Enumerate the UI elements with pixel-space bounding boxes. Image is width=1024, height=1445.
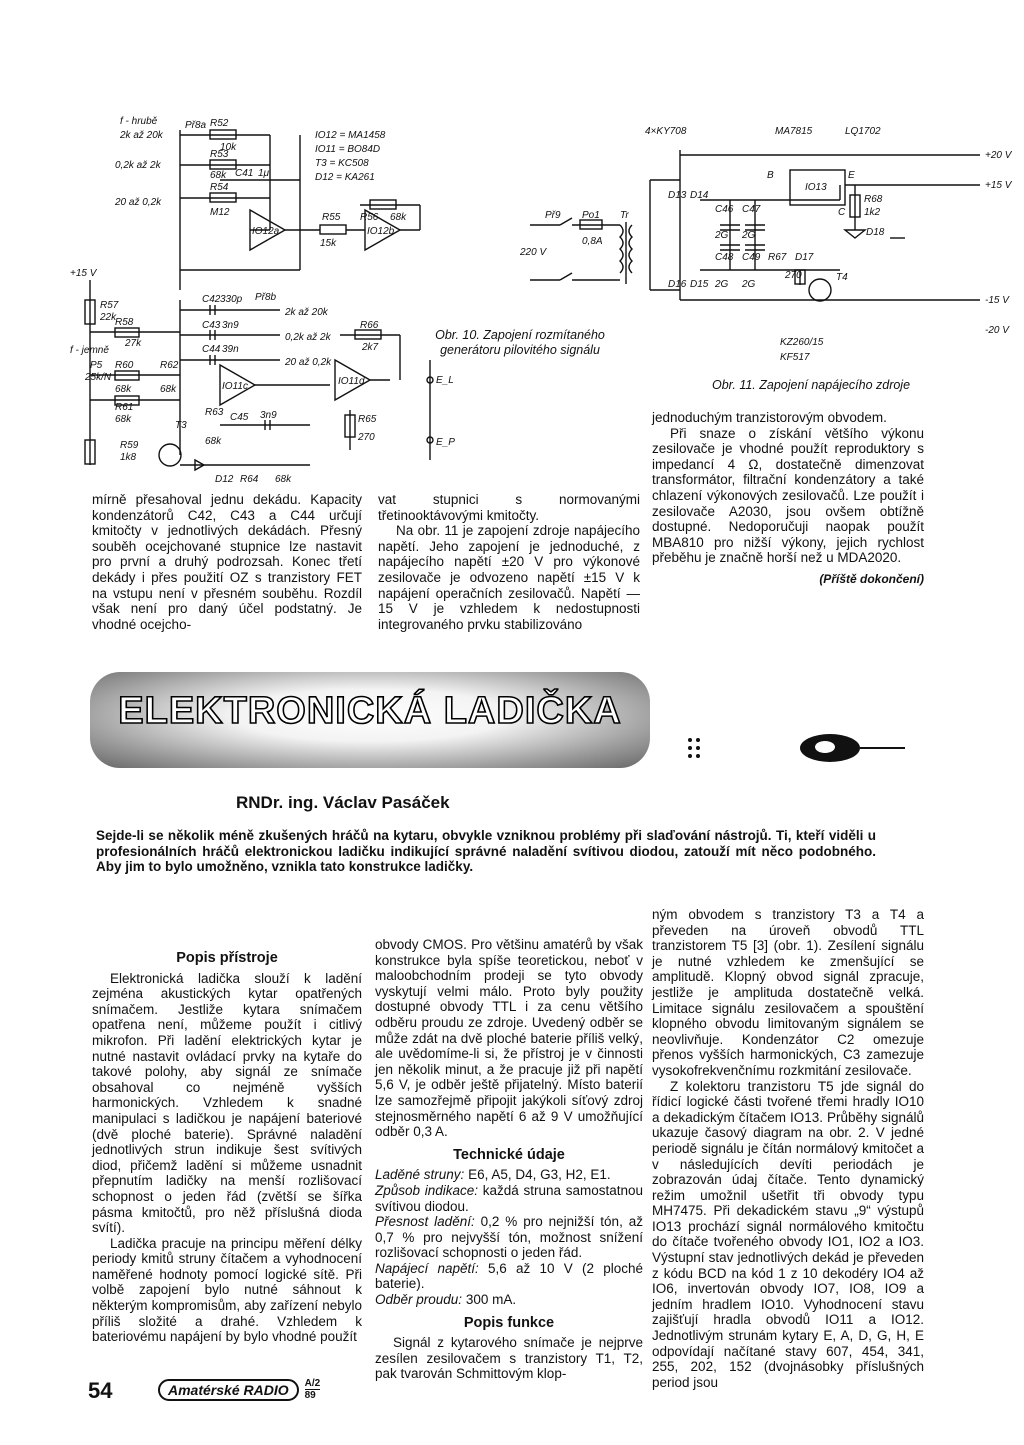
tech-value: 5,6 až 10 V (2 ploché baterie). xyxy=(375,1260,643,1292)
label: B xyxy=(767,170,774,181)
top-column-3 xyxy=(652,410,924,588)
label: R59 xyxy=(120,440,139,451)
tech-key: Odběr proudu: xyxy=(375,1292,463,1308)
label: D16 xyxy=(668,279,687,290)
top-column-1 xyxy=(92,492,362,632)
label: M12 xyxy=(210,207,230,218)
label: R58 xyxy=(115,317,134,328)
label: D18 xyxy=(866,227,885,238)
label: R64 xyxy=(240,474,259,485)
label: 20 až 0,2k xyxy=(115,197,162,208)
section-heading: Popis přístroje xyxy=(176,950,278,966)
figure-caption-10: Obr. 10. Zapojení rozmítaného generátoru pilovitého signálu xyxy=(435,328,605,357)
tech-value: 300 mA. xyxy=(465,1292,517,1308)
label: E_L xyxy=(436,375,454,386)
label: Př8b xyxy=(255,292,277,303)
label: 2k až 20k xyxy=(120,130,163,141)
label: 68k xyxy=(390,212,407,223)
schematic-power-supply xyxy=(640,120,1020,370)
label: 2G xyxy=(742,230,756,241)
label: 0,2k až 2k xyxy=(285,332,331,343)
label: E_P xyxy=(436,437,455,448)
label: +20 V xyxy=(985,150,1012,161)
issue-year: 89 xyxy=(304,1390,316,1401)
label: 220 V xyxy=(520,247,547,258)
technical-data xyxy=(375,1167,643,1307)
label: +15 V xyxy=(70,268,97,279)
tech-row xyxy=(375,1261,643,1292)
label: D17 xyxy=(795,252,814,263)
paragraph: Elektronická ladička slouží k ladění zejména akustických kytar opatřených snímačem. Jestliže kytara snímačem opatřena není, můžeme použít i citlivý mikrofon. Při ladění elektrických kytar je nutné nastavit ovládací prvky na kytaře do takové polohy, aby signál ze snímače obsahoval co nejméně vyšších harmonických. Vzhledem k snadné manipulaci s ladičkou je napájení bateriové (dvě ploché baterie). Správné naladění jednotlivých strun indikuje šest svítivých diod, přičemž ladění si můžeme usnadnit přepnutím ladičky na menší rozlišovací schopnost o jeden řád (zvětší se šířka pásma kmitočtů, pro něž příslušná dioda svítí). xyxy=(92,970,362,1236)
label: R63 xyxy=(205,407,224,418)
label: C44 xyxy=(202,344,221,355)
label: D12 = KA261 xyxy=(315,172,375,183)
label: C49 xyxy=(742,252,761,263)
tech-row xyxy=(375,1167,643,1183)
label: 68k xyxy=(115,414,132,425)
section-heading: Popis funkce xyxy=(463,1314,555,1331)
paragraph: obvody CMOS. Pro většinu amatérů by však konstrukce byla spíše teoretickou, neboť v maloobchodním prodeji se tyto obvody vyskytují velmi málo. Proto byly použity dostupné obvody TTL i za cenu většího odběru proudu ze zdroje. Uvedený odběr se může zdát na dvě ploché baterie příliš velký, ale uvědomíme-li si, že přístroj je v činnosti jen několik minut, a že pracuje již při napětí 5,6 V, je odběr ještě přijatelný. Místo baterií lze samozřejmě připojit jakýkoli síťový zdroj stejnosměrného napětí 6 až 9 V umožňující odběr 0,3 A. xyxy=(375,937,643,1140)
paragraph: Signál z kytarového snímače je nejprve zesílen zesilovačem s tranzistory T1, T2, pak tvarován Schmittovým klop- xyxy=(375,1335,643,1382)
label: T3 = KC508 xyxy=(315,158,369,169)
label: R60 xyxy=(115,360,134,371)
label-f-coarse: f - hrubě xyxy=(120,116,158,127)
paragraph: jednoduchým tranzistorovým obvodem. xyxy=(652,410,887,425)
label: KF517 xyxy=(780,352,810,363)
label: 270 xyxy=(358,432,375,443)
tech-key: Napájecí napětí: xyxy=(375,1260,479,1276)
schematic-mains-input xyxy=(520,210,650,300)
label: D15 xyxy=(690,279,709,290)
figure-caption-11: Obr. 11. Zapojení napájecího zdroje xyxy=(712,378,911,392)
label: IO12b xyxy=(367,226,395,237)
label: IO11 = BO84D xyxy=(315,144,381,155)
label: 68k xyxy=(160,384,177,395)
label: 68k xyxy=(115,384,132,395)
section-heading: Technické údaje xyxy=(453,1146,565,1163)
tech-value: E6, A5, D4, G3, H2, E1. xyxy=(468,1167,611,1183)
page-number: 54 xyxy=(88,1378,113,1403)
label: 2k až 20k xyxy=(285,307,328,318)
tech-value: 0,2 % pro nejnižší tón, až 0,7 % pro nejvyšší tón, možnost snížení rozlišovací schopnosti o jeden řád. xyxy=(375,1214,643,1261)
label: 22k xyxy=(100,312,117,323)
label: R54 xyxy=(210,182,229,193)
label: 25k/N xyxy=(85,372,112,383)
label: f - jemně xyxy=(70,345,109,356)
title-banner xyxy=(90,672,650,768)
paragraph: mírně přesahoval jednu dekádu. Kapacity kondenzátorů C42, C43 a C44 určují kmitočty v jednotlivých dekádách. Přesný souběh ocejchované stupnice lze nastavit pro první a druhý podrozsah. Konec třetí dekády i přes použití OZ s tranzistory FET na vstupu není v přesném souběhu. Rozdíl však není pro daný účel podstatný. Je vhodné ocejcho- xyxy=(92,492,362,632)
label: 330p xyxy=(220,294,243,305)
tech-row xyxy=(375,1214,643,1261)
label: C41 xyxy=(235,168,254,179)
label: 1k8 xyxy=(120,452,137,463)
label: P5 xyxy=(90,360,103,371)
label: D14 xyxy=(690,190,709,201)
label: 10k xyxy=(220,142,237,153)
label: IO13 xyxy=(805,182,827,193)
label: C xyxy=(838,207,846,218)
label: -15 V xyxy=(985,295,1009,306)
continued-note: (Příště dokončení) xyxy=(819,571,924,586)
label: 0,2k až 2k xyxy=(115,160,161,171)
label: LQ1702 xyxy=(845,126,881,137)
label: 0,8A xyxy=(582,236,603,247)
label: 1μ xyxy=(258,168,270,179)
label: R52 xyxy=(210,118,229,129)
label: 2G xyxy=(715,279,729,290)
label: C45 xyxy=(230,412,249,423)
tech-row xyxy=(375,1183,643,1214)
label: R67 xyxy=(768,252,787,263)
tuning-fork-icon xyxy=(680,730,910,800)
label: Př9 xyxy=(545,210,561,221)
label: R62 xyxy=(160,360,179,371)
label: 20 až 0,2k xyxy=(285,357,332,368)
bottom-column-2 xyxy=(375,937,643,1382)
label: Př8a xyxy=(185,120,207,131)
label: 1k2 xyxy=(864,207,881,218)
label: -20 V xyxy=(985,325,1009,336)
label: R61 xyxy=(115,402,134,413)
issue-number: A/2 xyxy=(304,1378,321,1389)
tech-value: každá struna samostatnou svítivou diodou. xyxy=(375,1182,644,1214)
label: Tr xyxy=(620,210,629,221)
label: +15 V xyxy=(985,180,1012,191)
tech-key: Způsob indikace: xyxy=(375,1182,479,1198)
label: T3 xyxy=(175,420,187,431)
label: C42 xyxy=(202,294,221,305)
magazine-logo xyxy=(158,1378,320,1401)
label: IO11c xyxy=(222,381,248,392)
logo-text: Amatérské RADIO xyxy=(158,1379,299,1401)
label: R66 xyxy=(360,320,379,331)
label: MA7815 xyxy=(775,126,813,137)
label: 3n9 xyxy=(222,320,239,331)
label: 4×KY708 xyxy=(645,126,687,137)
label: IO12a xyxy=(252,226,280,237)
paragraph: ným obvodem s tranzistory T3 a T4 a převeden na úroveň obvodů TTL tranzistorem T5 [3] (obr. 1). Zesílení signálu je nutné vzhledem ke zmenšující se amplitudě. Klopný obvod signál zpracuje, jestliže je amplituda dostatečně velká. Limitace signálu zesilovačem a spouštění klopného obvodu limitovaným signálem se neovlivňuje. Kondenzátor C2 omezuje přenos vyšších harmonických, C3 zamezuje vysokofrekvenčnímu rozkmitání zesilovače. xyxy=(652,907,924,1078)
paragraph: Z kolektoru tranzistoru T5 jde signál do řídicí logické části tvořené třemi hradly IO10 a dekadickým čítačem IO13. Průběhy signálů ukazuje časový diagram na obr. 2. V jedné periodě signálu je čítán normálový kmitočet a v následujících devíti periodách je zobrazován údaj čítače. Tento dynamický režim umožnil ušetřit tři obvody typu MH7475. Při dekadickém stavu „9“ výstupů IO13 prochází signál normálového kmitočtu do čítače tvořeného obvody IO1, IO2 a IO3. Výstupní stav jednotlivých dekád je převeden z kódu BCD na kód 1 z 10 dekodéry IO4 až IO6, invertován obvody IO7, IO8, IO9 a jedním hradlem IO10. Vyhodnocení stavu zajišťují hradla obvodů IO11 a IO12. Jednotlivým strunám kytary E, A, D, G, H, E odpovídají načítané stavy 607, 454, 341, 255, 202, 152 (dvojnásobky příslušných period jsou xyxy=(652,1078,924,1390)
paragraph: vat stupnici s normovanými třetinooktávovými kmitočty. xyxy=(378,492,640,523)
label: 39n xyxy=(222,344,239,355)
label: D12 xyxy=(215,474,234,485)
label: D13 xyxy=(668,190,687,201)
tech-key: Laděné struny: xyxy=(375,1167,465,1183)
label: IO11d xyxy=(338,376,365,387)
label: C47 xyxy=(742,204,761,215)
label: T4 xyxy=(836,272,848,283)
label: 27k xyxy=(125,338,142,349)
author-line: RNDr. ing. Václav Pasáček xyxy=(236,793,450,812)
schematic-sweep-generator xyxy=(70,110,455,490)
tech-row xyxy=(375,1292,643,1308)
label: R53 xyxy=(210,149,229,160)
label: C46 xyxy=(715,204,734,215)
label: R68 xyxy=(864,194,883,205)
label: 270 xyxy=(785,270,802,281)
label: KZ260/15 xyxy=(780,337,824,348)
label: 68k xyxy=(275,474,292,485)
intro-paragraph: Sejde-li se několik méně zkušených hráčů na kytaru, obvykle vzniknou problémy při slaďování nástrojů. Ti, kteří viděli u profesionálních hráčů elektronickou ladičku indikující správné naladění svítivou diodou, zatouží mít něco podobného. Aby jim to bylo umožněno, vznikla tato konstrukce ladičky. xyxy=(96,828,876,875)
label: 2k7 xyxy=(362,342,379,353)
label: 68k xyxy=(205,436,222,447)
top-column-2 xyxy=(378,492,640,632)
label: R65 xyxy=(358,414,377,425)
bottom-column-3 xyxy=(652,907,924,1390)
label: Po1 xyxy=(582,210,600,221)
article-title: ELEKTRONICKÁ LADIČKA xyxy=(118,690,622,732)
label: E xyxy=(848,170,855,181)
label: 3n9 xyxy=(260,410,277,421)
label: R56 xyxy=(360,212,379,223)
tuning-fork-graphic xyxy=(680,730,910,800)
label: C43 xyxy=(202,320,221,331)
label: 2G xyxy=(742,279,756,290)
label: 2G xyxy=(715,230,729,241)
bottom-column-1 xyxy=(92,943,362,1345)
label: IO12 = MA1458 xyxy=(315,130,386,141)
paragraph: Při snaze o získání většího výkonu zesilovače je vhodné použít reproduktory s impedancí 4 Ω, dostatečně dimenzovat transformátor, filtrační kondenzátory a také chlazení výkonových zesilovačů. Lze použít i zesilovače A2030, jsou ovšem obtížně dostupné. Nedoporučuji naopak použít MBA810 pro nižší výkony, jejich rychlost přeběhu je značně horší než u MDA2020. xyxy=(652,425,924,566)
label: 15k xyxy=(320,238,337,249)
tech-key: Přesnost ladění: xyxy=(375,1214,475,1230)
label: C48 xyxy=(715,252,734,263)
label: 68k xyxy=(210,170,227,181)
label: R55 xyxy=(322,212,341,223)
paragraph: Ladička pracuje na principu měření délky periody kmitů struny čítačem a vyhodnocení naměřené hodnoty pomocí logické sítě. Při volbě zapojení bylo nutné sáhnout k některým kompromisům, aby zařízení nebylo příliš složité a drahé. Vzhledem k bateriovému napájení by bylo vhodné použít xyxy=(92,1235,362,1345)
paragraph: Na obr. 11 je zapojení zdroje napájecího napětí. Jeho zapojení je jednoduché, z napájecího napětí ±20 V pro výkonové zesilovače je odvozeno napětí ±15 V k napájení operačních zesilovačů. Napětí —15 V je vzhledem k nedostupnosti integrovaného prvku stabilizováno xyxy=(378,523,640,632)
label: R57 xyxy=(100,300,119,311)
